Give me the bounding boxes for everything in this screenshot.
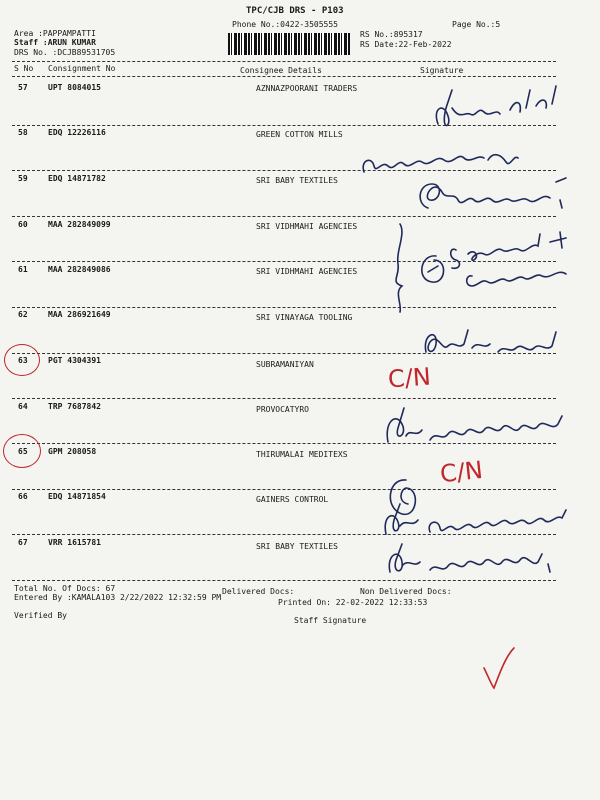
row-consignment: UPT 8084015 <box>48 83 101 92</box>
row-sno: 64 <box>18 402 28 411</box>
red-circle-mark <box>4 344 40 376</box>
phone-number: Phone No.:0422-3505555 <box>232 20 338 29</box>
row-sno: 59 <box>18 174 28 183</box>
row-consignment: MAA 286921649 <box>48 310 111 319</box>
row-sno: 57 <box>18 83 28 92</box>
divider <box>12 443 556 444</box>
delivered-docs: Delivered Docs: <box>222 587 295 596</box>
divider <box>12 216 556 217</box>
row-consignment: EDQ 12226116 <box>48 128 106 137</box>
row-sno: 65 <box>18 447 28 456</box>
staff-signature-label: Staff Signature <box>294 616 367 625</box>
row-consignment: PGT 4304391 <box>48 356 101 365</box>
rs-number: RS No.:895317 <box>360 30 423 39</box>
row-consignee: PROVOCATYRO <box>256 405 309 414</box>
divider <box>12 170 556 171</box>
verified-by: Verified By <box>14 611 67 620</box>
row-consignee: GAINERS CONTROL <box>256 495 329 504</box>
row-sno: 66 <box>18 492 28 501</box>
handwritten-signature <box>380 402 570 452</box>
divider <box>12 61 556 62</box>
divider <box>12 353 556 354</box>
row-consignee: SUBRAMANIYAN <box>256 360 314 369</box>
row-consignee: GREEN COTTON MILLS <box>256 130 343 139</box>
handwritten-signature <box>360 68 590 178</box>
divider <box>12 307 556 308</box>
row-consignment: EDQ 14871854 <box>48 492 106 501</box>
handwritten-signature <box>390 220 590 315</box>
sheet-title: TPC/CJB DRS - P103 <box>246 6 344 16</box>
row-consignee: SRI BABY TEXTILES <box>256 176 338 185</box>
row-consignment: MAA 282849099 <box>48 220 111 229</box>
handwritten-signature <box>410 170 580 220</box>
column-signature: Signature <box>420 66 464 75</box>
row-sno: 67 <box>18 538 28 547</box>
divider <box>12 261 556 262</box>
row-sno: 58 <box>18 128 28 137</box>
column-consignment: Consignment No <box>48 64 116 73</box>
row-consignee: SRI BABY TEXTILES <box>256 542 338 551</box>
column-sno: S No <box>14 64 34 73</box>
row-consignment: EDQ 14871782 <box>48 174 106 183</box>
row-consignee: SRI VIDHMAHI AGENCIES <box>256 267 358 276</box>
total-docs: Total No. Of Docs: 67 <box>14 584 116 593</box>
row-sno: 62 <box>18 310 28 319</box>
cn-handwritten-mark: C/N <box>438 455 485 489</box>
handwritten-signature <box>384 540 564 580</box>
handwritten-signature <box>420 322 570 362</box>
divider <box>12 125 556 126</box>
drs-number: DRS No. :DCJB89531705 <box>14 48 116 57</box>
red-circle-mark <box>3 434 41 468</box>
non-delivered-docs: Non Delivered Docs: <box>360 587 452 596</box>
entered-by: Entered By :KAMALA103 2/22/2022 12:32:59 PM <box>14 593 222 602</box>
row-sno: 63 <box>18 356 28 365</box>
row-consignee: SRI VIDHMAHI AGENCIES <box>256 222 358 231</box>
row-sno: 60 <box>18 220 28 229</box>
divider <box>12 580 556 581</box>
red-tick-mark <box>478 642 518 692</box>
divider <box>12 534 556 535</box>
page-number: Page No.:5 <box>452 20 501 29</box>
row-consignment: TRP 7687842 <box>48 402 101 411</box>
row-sno: 61 <box>18 265 28 274</box>
area-label: Area :PAPPAMPATTI <box>14 29 96 38</box>
row-consignment: GPM 208058 <box>48 447 97 456</box>
divider <box>12 398 556 399</box>
row-consignment: VRR 1615781 <box>48 538 101 547</box>
divider <box>12 489 556 490</box>
printed-on: Printed On: 22-02-2022 12:33:53 <box>278 598 428 607</box>
row-consignment: MAA 282849086 <box>48 265 111 274</box>
row-consignee: SRI VINAYAGA TOOLING <box>256 313 353 322</box>
divider <box>12 76 556 77</box>
column-consignee: Consignee Details <box>240 66 322 75</box>
rs-date: RS Date:22-Feb-2022 <box>360 40 452 49</box>
row-consignee: THIRUMALAI MEDITEXS <box>256 450 348 459</box>
barcode-image <box>228 33 350 55</box>
cn-handwritten-mark: C/N <box>387 362 432 394</box>
row-consignee: AZNNAZPOORANI TRADERS <box>256 84 358 93</box>
staff-label: Staff :ARUN KUMAR <box>14 38 96 47</box>
